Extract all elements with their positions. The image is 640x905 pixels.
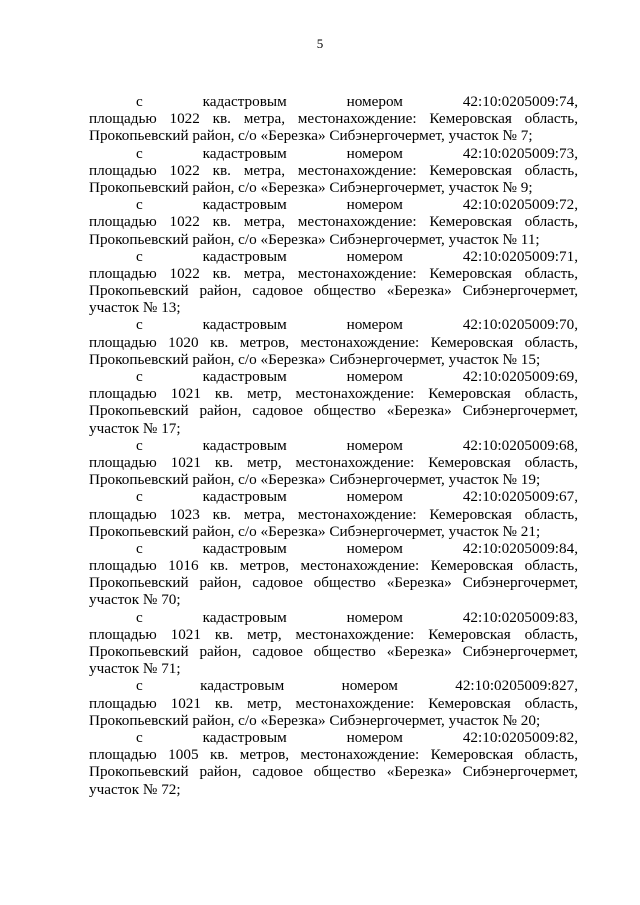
entry-line: участок № 13; <box>89 299 181 317</box>
land-plot-entry <box>89 437 578 489</box>
entry-first-line: с кадастровым номером 42:10:0205009:69, <box>136 368 578 385</box>
entry-line: площадью 1023 кв. метра, местонахождение: Кемеровская область, <box>89 505 578 523</box>
entry-line: Прокопьевский район, садовое общество «Березка» Сибэнергочермет, <box>89 574 578 592</box>
entry-first-line: с кадастровым номером 42:10:0205009:74, <box>136 93 578 110</box>
entry-line: Прокопьевский район, с/о «Березка» Сибэнергочермет, участок № 20; <box>89 711 541 729</box>
entry-line: участок № 70; <box>89 591 181 609</box>
entry-line: участок № 71; <box>89 660 181 678</box>
entry-line: Прокопьевский район, с/о «Березка» Сибэнергочермет, участок № 11; <box>89 230 540 248</box>
entry-line: Прокопьевский район, с/о «Березка» Сибэнергочермет, участок № 15; <box>89 350 541 368</box>
entry-line: площадью 1022 кв. метра, местонахождение: Кемеровская область, <box>89 213 578 231</box>
entry-first-line: с кадастровым номером 42:10:0205009:84, <box>136 539 578 557</box>
land-plot-entry <box>89 540 578 609</box>
entry-first-line: с кадастровым номером 42:10:0205009:71, <box>136 247 578 265</box>
entry-line: площадью 1021 кв. метр, местонахождение: Кемеровская область, <box>89 385 578 403</box>
entry-line: площадью 1022 кв. метра, местонахождение: Кемеровская область, <box>89 110 578 128</box>
entry-line: площадью 1021 кв. метр, местонахождение: Кемеровская область, <box>89 625 578 643</box>
land-plot-entry <box>89 488 578 540</box>
entry-line: Прокопьевский район, с/о «Березка» Сибэнергочермет, участок № 7; <box>89 127 533 145</box>
entry-first-line: с кадастровым номером 42:10:0205009:83, <box>136 608 578 626</box>
page-number: 5 <box>316 36 324 51</box>
entry-first-line: с кадастровым номером 42:10:0205009:827, <box>136 677 578 695</box>
entry-first-line: с кадастровым номером 42:10:0205009:82, <box>136 728 578 746</box>
land-plot-entry <box>89 248 578 317</box>
entry-first-line: с кадастровым номером 42:10:0205009:72, <box>136 196 578 214</box>
land-plot-entry <box>89 609 578 678</box>
entry-first-line: с кадастровым номером 42:10:0205009:67, <box>136 488 578 506</box>
land-plot-entry <box>89 93 578 145</box>
entry-line: Прокопьевский район, садовое общество «Березка» Сибэнергочермет, <box>89 763 578 781</box>
entry-line: площадью 1005 кв. метров, местонахождение: Кемеровская область, <box>89 746 578 764</box>
land-plot-entry <box>89 316 578 368</box>
land-plot-entry <box>89 196 578 248</box>
land-plot-list <box>89 93 578 798</box>
entry-line: Прокопьевский район, садовое общество «Березка» Сибэнергочермет, <box>89 643 578 660</box>
land-plot-entry <box>89 677 578 729</box>
entry-line: площадью 1016 кв. метров, местонахождение: Кемеровская область, <box>89 557 578 575</box>
land-plot-entry <box>89 368 578 437</box>
entry-line: площадью 1022 кв. метра, местонахождение: Кемеровская область, <box>89 264 578 282</box>
entry-first-line: с кадастровым номером 42:10:0205009:73, <box>136 144 578 162</box>
entry-line: площадью 1020 кв. метров, местонахождение: Кемеровская область, <box>89 333 578 351</box>
entry-line: Прокопьевский район, с/о «Березка» Сибэнергочермет, участок № 19; <box>89 471 541 489</box>
entry-first-line: с кадастровым номером 42:10:0205009:70, <box>136 316 578 334</box>
land-plot-entry <box>89 729 578 798</box>
entry-first-line: с кадастровым номером 42:10:0205009:68, <box>136 436 578 454</box>
entry-line: Прокопьевский район, садовое общество «Березка» Сибэнергочермет, <box>89 402 578 420</box>
entry-line: Прокопьевский район, с/о «Березка» Сибэнергочермет, участок № 9; <box>89 178 533 196</box>
land-plot-entry <box>89 145 578 197</box>
entry-line: участок № 72; <box>89 780 181 798</box>
entry-line: участок № 17; <box>89 419 181 437</box>
entry-line: площадью 1022 кв. метра, местонахождение: Кемеровская область, <box>89 161 578 179</box>
entry-line: площадью 1021 кв. метр, местонахождение: Кемеровская область, <box>89 453 578 471</box>
entry-line: Прокопьевский район, садовое общество «Березка» Сибэнергочермет, <box>89 282 578 300</box>
entry-line: Прокопьевский район, с/о «Березка» Сибэнергочермет, участок № 21; <box>89 522 541 540</box>
entry-line: площадью 1021 кв. метр, местонахождение: Кемеровская область, <box>89 694 578 712</box>
